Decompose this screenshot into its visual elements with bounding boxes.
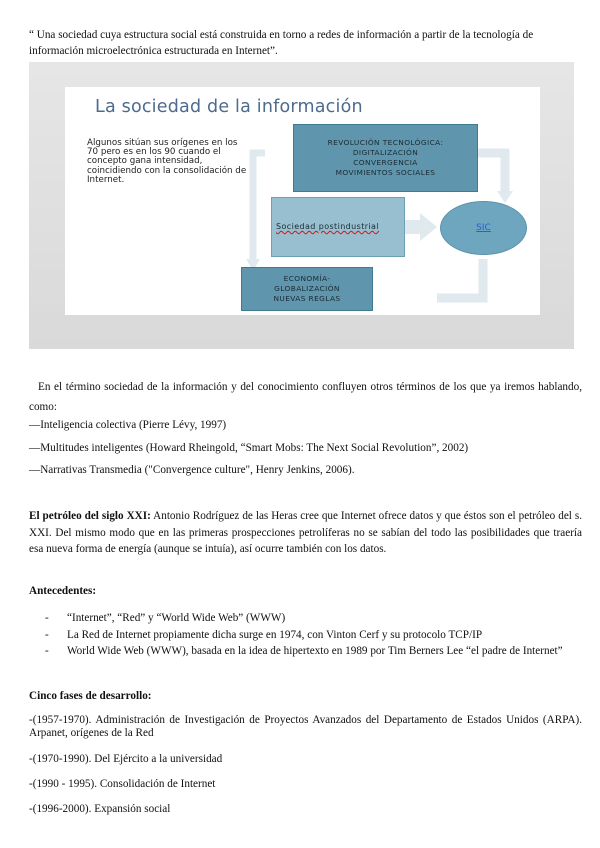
slide-content	[65, 87, 540, 315]
antecedentes-item: - La Red de Internet propiamente dicha surge en 1974, con Vinton Cerf y su protocolo TCP/IP	[29, 628, 582, 643]
petroleo-paragraph	[29, 508, 582, 558]
box-revolucion-line: CONVERGENCIA	[353, 158, 418, 167]
arrow-top-right-head	[497, 191, 513, 203]
terms-item: —Inteligencia colectiva (Pierre Lévy, 1997)	[29, 419, 227, 431]
arrow-left-down	[253, 153, 265, 262]
box-revolucion-line: REVOLUCIÓN TECNOLÓGICA:	[327, 138, 444, 147]
sic-circle	[440, 201, 527, 255]
fases-item: -(1957-1970). Administración de Investigación de Proyectos Avanzados del Departamento de Estados Unidos (ARPA). Arpanet, orígenes de la Red	[29, 714, 582, 739]
box-revolucion-line: MOVIMIENTOS SOCIALES	[335, 168, 436, 177]
box-sociedad-postindustrial	[271, 197, 405, 257]
slide-image	[29, 62, 574, 349]
box-economia	[241, 267, 373, 311]
box-revolucion-line: DIGITALIZACIÓN	[352, 148, 419, 157]
sic-link[interactable]: SIC	[476, 223, 491, 233]
box-economia-line: ECONOMÍA-	[283, 274, 331, 283]
antecedentes-item: - “Internet”, “Red” y “World Wide Web” (WWW)	[29, 611, 582, 626]
box-postindustrial-label: Sociedad postindustrial	[276, 222, 379, 231]
fases-item: -(1996-2000). Expansión social	[29, 803, 171, 815]
slide-title: La sociedad de la información	[95, 97, 363, 117]
petroleo-text: Antonio Rodríguez de las Heras cree que Internet ofrece datos y que éstos son el petróleo del s. XXI. Del mismo modo que en las primeras prospecciones petrolíferas no se sabían del todo las posibilidades que traería esa nueva forma de energía (aunque se intuía), así ocurre también con los datos.	[29, 510, 582, 556]
arrow-top-right	[478, 153, 505, 197]
petroleo-heading: El petróleo del siglo XXI:	[29, 510, 151, 522]
slide-intro-text: Algunos sitúan sus orígenes en los 70 pero es en los 90 cuando el concepto gana intensidad, coincidiendo con la consolidación de Internet.	[87, 138, 247, 185]
box-economia-line: GLOBALIZACIÓN	[274, 284, 340, 293]
fases-item: -(1970-1990). Del Ejército a la universidad	[29, 753, 223, 765]
arrow-bottom-right	[437, 259, 483, 298]
opening-quote: “ Una sociedad cuya estructura social está construida en torno a redes de información a partir de la tecnología de información microelectrónica estructurada en Internet”.	[29, 29, 534, 57]
fases-item: -(1990 - 1995). Consolidación de Internet	[29, 778, 216, 790]
antecedentes-list	[29, 611, 582, 661]
terms-item: —Narrativas Transmedia ("Convergence culture", Henry Jenkins, 2006).	[29, 464, 355, 476]
box-economia-line: NUEVAS REGLAS	[273, 294, 341, 303]
fases-heading: Cinco fases de desarrollo:	[29, 690, 152, 702]
antecedentes-item: - World Wide Web (WWW), basada en la idea de hipertexto en 1989 por Tim Berners Lee “el padre de Internet”	[29, 644, 582, 659]
terms-intro: En el término sociedad de la información y del conocimiento confluyen otros términos de los que ya iremos hablando, como:	[29, 381, 582, 413]
arrow-right	[405, 213, 437, 241]
box-revolucion-tecnologica	[293, 124, 478, 192]
antecedentes-heading: Antecedentes:	[29, 585, 97, 597]
terms-item: —Multitudes inteligentes (Howard Rheingold, “Smart Mobs: The Next Social Revolution”, 2002)	[29, 442, 469, 454]
